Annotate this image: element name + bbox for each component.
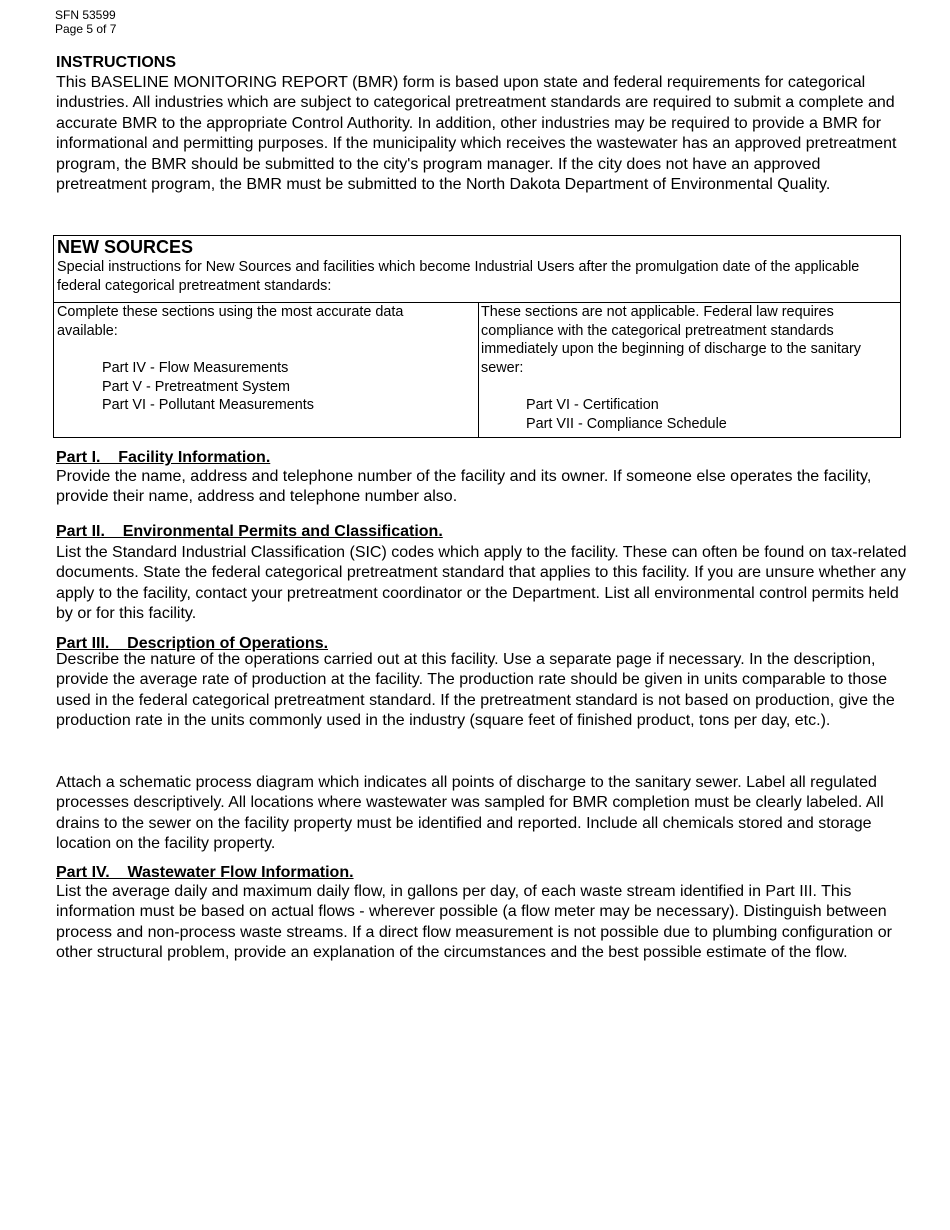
part1-heading: Part I. Facility Information. [56, 449, 271, 466]
part4-text: List the average daily and maximum daily flow, in gallons per day, of each waste stream identified in Part III. This information must be based on actual flows - wherever possible (a flow meter may be necessary). Distinguish between process and non-process waste streams. If a direct flow measurement is not possible due to plumbing configuration or other structural problem, provide an explanation of the circumstances and the best possible estimate of the flow. [56, 883, 892, 962]
form-number: SFN 53599 [55, 8, 116, 22]
new-sources-right-list [526, 396, 727, 433]
part2-text: List the Standard Industrial Classification (SIC) codes which apply to the facility. These can often be found on tax-related documents. State the federal categorical pretreatment standard that applies to this facility. If you are unsure whether any apply to the facility, contact your pretreatment coordinator or the Department. List all environmental control permits held by or for this facility. [56, 544, 907, 623]
list-item: Part VI - Pollutant Measurements [102, 397, 314, 413]
part3-text-1: Describe the nature of the operations carried out at this facility. Use a separate page if necessary. In the description, provide the average rate of production at the facility. The production rate should be given in units comparable to those used in the federal categorical pretreatment standard. If the pretreatment standard is not based on production, give the production rate in the units commonly used in the industry (square feet of finished product, tons per day, etc.). [56, 651, 895, 730]
new-sources-right-text: These sections are not applicable. Federal law requires compliance with the categorical pretreatment standards immediately upon the beginning of discharge to the sanitary sewer: [481, 304, 861, 376]
form-identifier [55, 8, 116, 36]
new-sources-box [53, 235, 901, 438]
list-item: Part IV - Flow Measurements [102, 360, 289, 376]
part3-heading: Part III. Description of Operations. [56, 635, 329, 652]
part2-heading: Part II. Environmental Permits and Classification. [56, 523, 443, 540]
new-sources-title: NEW SOURCES [57, 237, 194, 257]
list-item: Part V - Pretreatment System [102, 378, 290, 395]
new-sources-left-text: Complete these sections using the most accurate data available: [57, 304, 404, 339]
part1-text: Provide the name, address and telephone number of the facility and its owner. If someone else operates the facility, provide their name, address and telephone number also. [56, 468, 872, 506]
page-number: Page 5 of 7 [55, 22, 117, 36]
instructions-text: This BASELINE MONITORING REPORT (BMR) form is based upon state and federal requirements for categorical industries. All industries which are subject to categorical pretreatment standards are required to submit a complete and accurate BMR to the appropriate Control Authority. In addition, other industries may be required to provide a BMR for informational and permitting purposes. If the municipality which receives the wastewater has an approved pretreatment program, the BMR should be submitted to the city's program manager. If the city does not have an approved pretreatment program, the BMR must be submitted to the North Dakota Department of Environmental Quality. [56, 74, 897, 194]
new-sources-column-divider [478, 302, 479, 437]
list-item: Part VII - Compliance Schedule [526, 415, 727, 432]
new-sources-text: Special instructions for New Sources and facilities which become Industrial Users after the promulgation date of the applicable federal categorical pretreatment standards: [57, 259, 860, 294]
instructions-title: INSTRUCTIONS [56, 54, 176, 71]
part3-text-2: Attach a schematic process diagram which indicates all points of discharge to the sanitary sewer. Label all regulated processes descriptively. All locations where wastewater was sampled for BMR completion must be clearly labeled. All drains to the sewer on the facility property must be identified and reported. Include all chemicals stored and storage location on the facility property. [56, 774, 884, 853]
part4-heading: Part IV. Wastewater Flow Information. [56, 864, 354, 881]
new-sources-left-list [102, 359, 314, 415]
list-item: Part VI - Certification [526, 397, 659, 413]
